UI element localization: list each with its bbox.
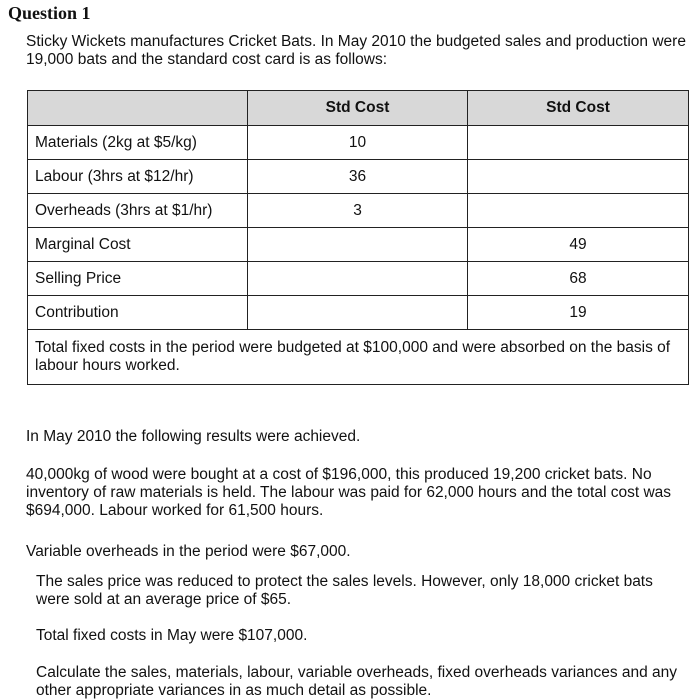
row-label: Overheads (3hrs at $1/hr) bbox=[28, 194, 248, 228]
row-std-cost-total bbox=[468, 160, 689, 194]
intro-text: Sticky Wickets manufactures Cricket Bats. In May 2010 the budgeted sales and production were 19,000 bats and the standard cost card is as follows: bbox=[26, 33, 686, 68]
row-std-cost-total: 19 bbox=[468, 296, 689, 330]
variable-overheads-paragraph: Variable overheads in the period were $67,000. bbox=[26, 543, 351, 560]
table-header-row bbox=[28, 91, 689, 126]
row-std-cost: 36 bbox=[248, 160, 468, 194]
header-cell-blank bbox=[28, 91, 248, 126]
row-std-cost-total: 49 bbox=[468, 228, 689, 262]
row-std-cost bbox=[248, 262, 468, 296]
task-paragraph: Calculate the sales, materials, labour, variable overheads, fixed overheads variances and any other appropriate variances in as much detail as possible. bbox=[36, 664, 678, 699]
table-note-row bbox=[28, 330, 689, 385]
header-cell-std-cost-1: Std Cost bbox=[248, 91, 468, 126]
fixed-costs-note: Total fixed costs in the period were budgeted at $100,000 and were absorbed on the basis of labour hours worked. bbox=[28, 330, 689, 385]
row-std-cost: 10 bbox=[248, 126, 468, 160]
table-row bbox=[28, 194, 689, 228]
row-std-cost-total bbox=[468, 126, 689, 160]
table-row bbox=[28, 126, 689, 160]
row-label: Marginal Cost bbox=[28, 228, 248, 262]
row-label: Contribution bbox=[28, 296, 248, 330]
row-label: Materials (2kg at $5/kg) bbox=[28, 126, 248, 160]
row-label: Labour (3hrs at $12/hr) bbox=[28, 160, 248, 194]
row-std-cost-total: 68 bbox=[468, 262, 689, 296]
row-label: Selling Price bbox=[28, 262, 248, 296]
row-std-cost-total bbox=[468, 194, 689, 228]
table-row bbox=[28, 262, 689, 296]
row-std-cost bbox=[248, 296, 468, 330]
row-std-cost bbox=[248, 228, 468, 262]
question-title: Question 1 bbox=[8, 3, 91, 23]
sales-price-paragraph: The sales price was reduced to protect the sales levels. However, only 18,000 cricket bats were sold at an average price of $65. bbox=[36, 573, 653, 608]
fixed-costs-paragraph: Total fixed costs in May were $107,000. bbox=[36, 627, 308, 644]
table-row bbox=[28, 296, 689, 330]
table-row bbox=[28, 160, 689, 194]
standard-cost-card-table bbox=[27, 90, 689, 385]
results-intro-paragraph: In May 2010 the following results were achieved. bbox=[26, 428, 361, 445]
header-cell-std-cost-2: Std Cost bbox=[468, 91, 689, 126]
table-row bbox=[28, 228, 689, 262]
row-std-cost: 3 bbox=[248, 194, 468, 228]
materials-labour-paragraph: 40,000kg of wood were bought at a cost of $196,000, this produced 19,200 cricket bats. No inventory of raw materials is held. The labour was paid for 62,000 hours and the total cost was $694,000. Labour worked for 61,500 hours. bbox=[26, 466, 672, 519]
